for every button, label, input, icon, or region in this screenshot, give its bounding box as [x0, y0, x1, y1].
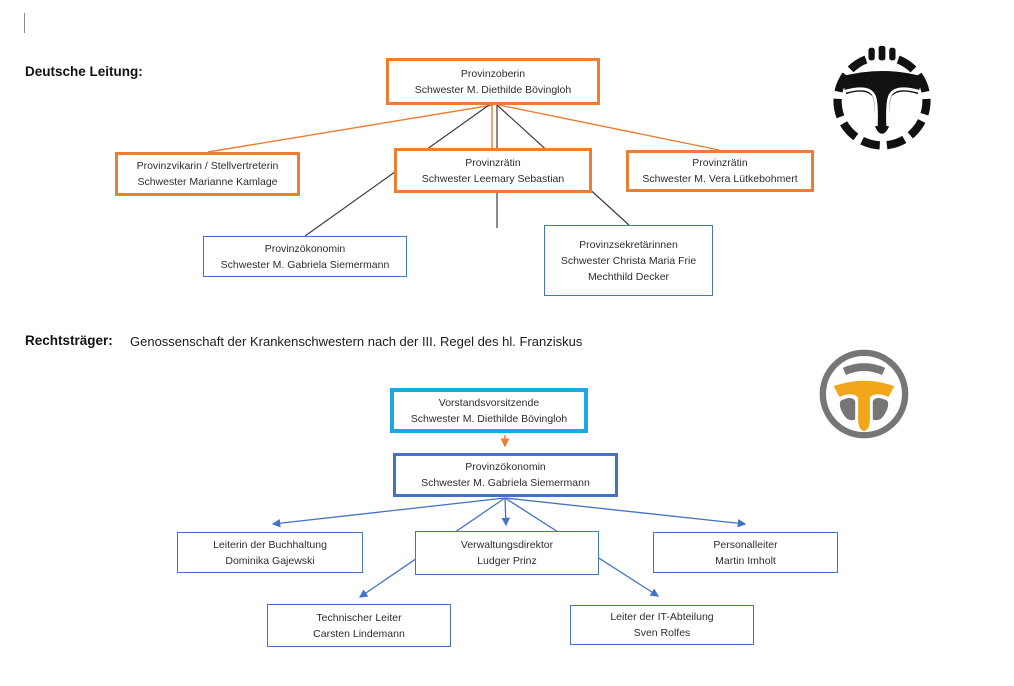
box-title: Verwaltungsdirektor [460, 539, 554, 551]
box-title: Provinzrätin [692, 157, 748, 169]
org-box-personalleiter[interactable] [653, 532, 838, 573]
org-box-verwaltungsdirektor[interactable] [415, 531, 599, 575]
box-name: Schwester M. Vera Lütkebohmert [642, 173, 798, 185]
box-title: Leiterin der Buchhaltung [213, 538, 327, 551]
box-name: Schwester Marianne Kamlage [137, 176, 278, 188]
box-name: Schwester Leemary Sebastian [421, 172, 565, 185]
box-name: Carsten Lindemann [313, 627, 405, 640]
box-name: Martin Imholt [715, 554, 776, 567]
section-heading-deutsche-leitung: Deutsche Leitung: [25, 64, 143, 79]
arrow-oekonomin-personalleiter [505, 498, 745, 524]
box-title: Vorstandsvorsitzende [438, 396, 540, 409]
box-title: Provinzökonomin [264, 242, 346, 255]
org-box-provinzraetin-leemary[interactable] [394, 148, 592, 193]
section-heading-rechtstraeger: Rechtsträger: [25, 333, 113, 348]
box-title: Personalleiter [713, 538, 778, 551]
box-name: Schwester M. Gabriela Siemermann [421, 477, 590, 489]
box-name: Schwester M. Diethilde Bövingloh [410, 412, 568, 425]
box-name: Schwester M. Gabriela Siemermann [220, 258, 390, 271]
box-name-2: Mechthild Decker [587, 270, 670, 283]
org-box-provinzraetin-vera[interactable] [626, 150, 814, 192]
box-name: Schwester M. Diethilde Bövingloh [414, 83, 572, 96]
org-box-vorstandsvorsitzende[interactable] [390, 388, 588, 433]
line-oberin-vikarin [208, 105, 493, 152]
tau-cross-dashed-ring-logo-icon[interactable] [824, 39, 940, 159]
org-box-provinzvikarin[interactable] [115, 152, 300, 196]
box-name: Sven Rolfes [633, 627, 691, 639]
arrow-oekonomin-verwaltungsdirektor [505, 498, 506, 525]
org-box-provinzoekonomin-bottom[interactable] [393, 453, 618, 497]
box-title: Technischer Leiter [316, 611, 402, 624]
org-box-it-leiter[interactable] [570, 605, 754, 645]
box-title: Leiter der IT-Abteilung [610, 611, 714, 623]
box-title: Provinzrätin [465, 156, 521, 169]
org-box-provinzsekretaerinnen[interactable] [544, 225, 713, 296]
tau-cross-yellow-gray-logo-icon[interactable] [815, 346, 913, 444]
box-name: Dominika Gajewski [225, 554, 315, 567]
box-title: Provinzsekretärinnen [579, 238, 678, 251]
org-box-provinzoberin[interactable] [386, 58, 600, 105]
org-box-buchhaltung[interactable] [177, 532, 363, 573]
box-title: Provinzoberin [460, 67, 526, 80]
box-title: Provinzökonomin [465, 461, 546, 473]
box-title: Provinzvikarin / Stellvertreterin [136, 160, 279, 172]
box-name: Ludger Prinz [477, 555, 537, 567]
org-box-provinzoekonomin-top[interactable] [203, 236, 407, 277]
arrow-oekonomin-buchhaltung [273, 498, 505, 524]
rechtstraeger-subheading: Genossenschaft der Krankenschwestern nach der III. Regel des hl. Franziskus [130, 334, 583, 349]
line-oberin-raetin-vera [499, 105, 719, 150]
org-box-technischer-leiter[interactable] [267, 604, 451, 647]
box-name: Schwester Christa Maria Frie [560, 254, 697, 267]
